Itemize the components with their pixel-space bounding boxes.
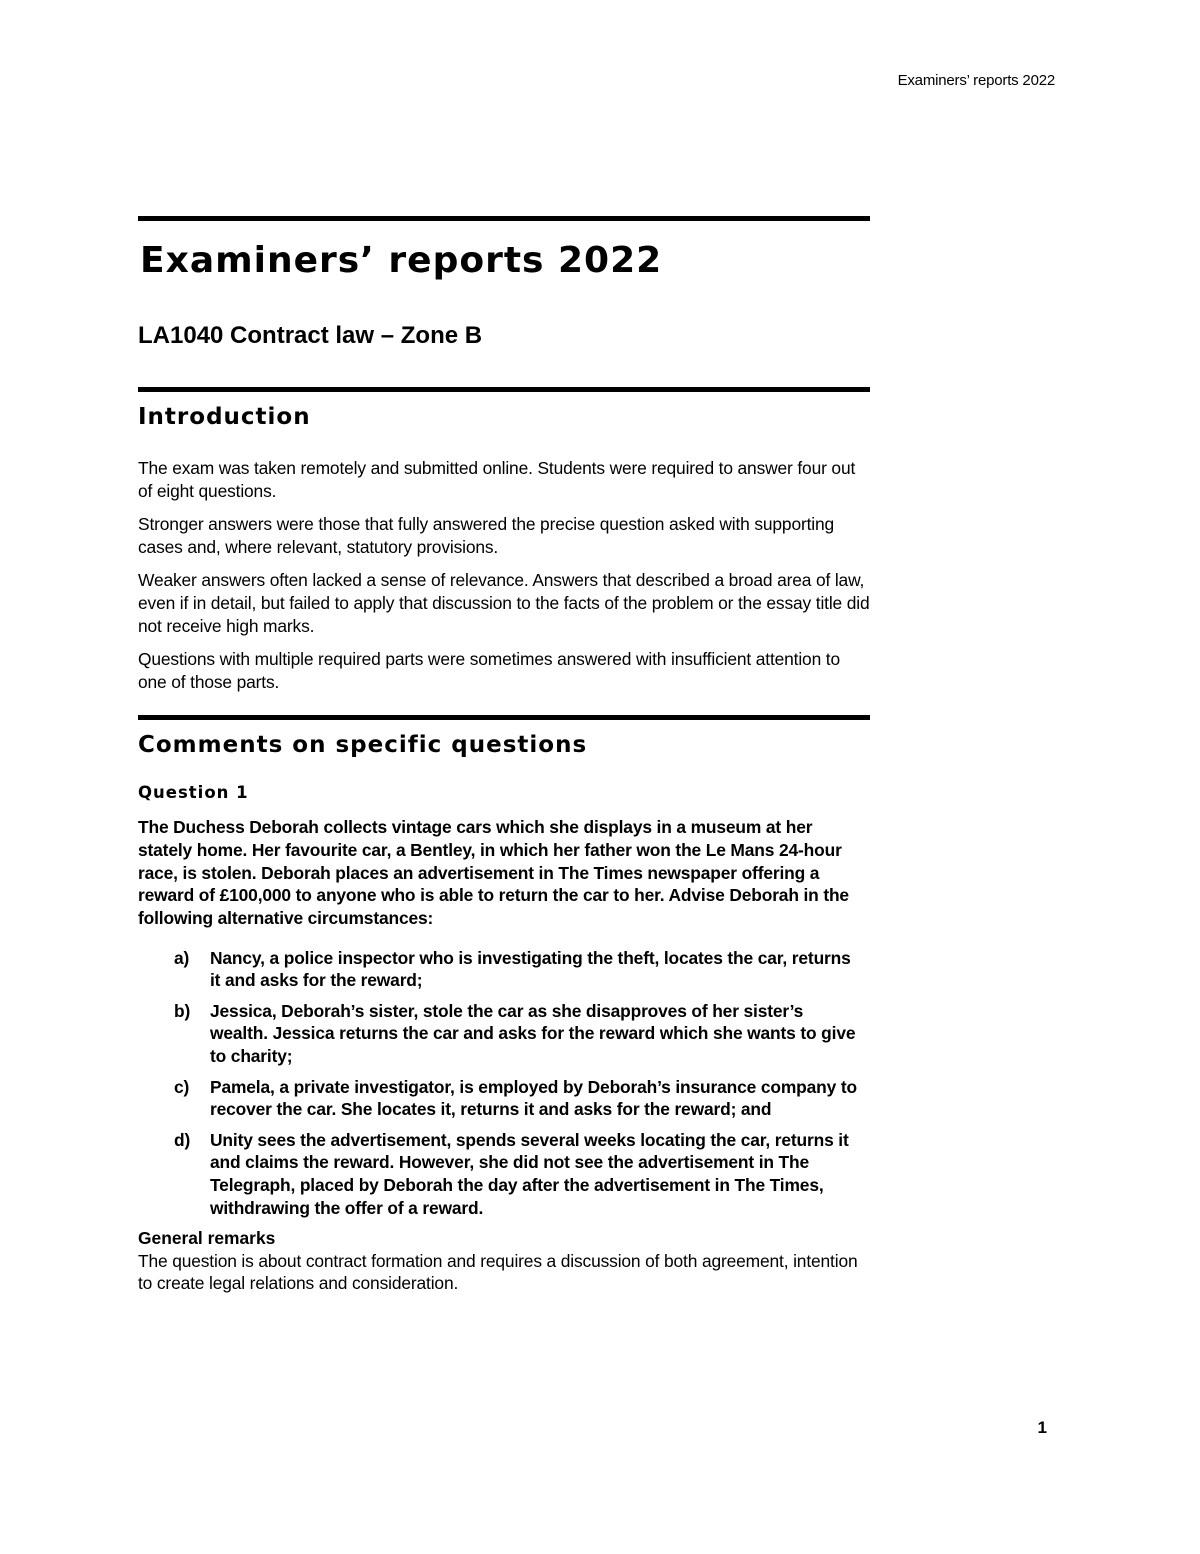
- section-rule-introduction: [138, 387, 870, 392]
- question-label: Question 1: [138, 783, 249, 803]
- top-rule: [138, 216, 870, 221]
- intro-paragraph: Questions with multiple required parts were sometimes answered with insufficient attention to one of those parts.: [138, 649, 840, 692]
- question-part-a: [138, 947, 870, 992]
- comments-heading: Comments on specific questions: [138, 732, 588, 759]
- part-text: Pamela, a private investigator, is employed by Deborah’s insurance company to recover the car. She locates it, returns it and asks for the reward; and: [210, 1076, 857, 1120]
- introduction-body: [138, 457, 870, 693]
- question-part-d: [138, 1129, 870, 1219]
- intro-paragraph: Weaker answers often lacked a sense of relevance. Answers that described a broad area of law, even if in detail, but failed to apply that discussion to the facts of the problem or the essay title did not receive high marks.: [138, 570, 870, 636]
- running-header: Examiners’ reports 2022: [897, 72, 1055, 89]
- course-subtitle: LA1040 Contract law – Zone B: [138, 322, 483, 349]
- intro-paragraph: Stronger answers were those that fully answered the precise question asked with supporting cases and, where relevant, statutory provisions.: [138, 514, 835, 557]
- page-title: Examiners’ reports 2022: [140, 240, 663, 281]
- general-remarks-text: The question is about contract formation and requires a discussion of both agreement, intention to create legal relations and consideration.: [138, 1250, 858, 1294]
- part-marker: d): [174, 1129, 191, 1150]
- part-marker: b): [174, 1000, 191, 1021]
- general-remarks-heading: General remarks: [138, 1228, 276, 1249]
- part-marker: a): [174, 947, 190, 968]
- part-text: Nancy, a police inspector who is investigating the theft, locates the car, returns it and asks for the reward;: [210, 947, 851, 991]
- question-text: The Duchess Deborah collects vintage cars which she displays in a museum at her stately home. Her favourite car, a Bentley, in which her father won the Le Mans 24-hour race, is stolen. Deborah places an advertisement in The Times newspaper offering a reward of £100,000 to anyone who is able to return the car to her. Advise Deborah in the following alternative circumstances:: [138, 817, 849, 928]
- question-part-b: [138, 1000, 870, 1068]
- section-rule-comments: [138, 715, 870, 720]
- question-parts-list: [138, 947, 870, 1220]
- question-part-c: [138, 1076, 870, 1121]
- intro-paragraph: The exam was taken remotely and submitted online. Students were required to answer four out of eight questions.: [138, 458, 856, 501]
- part-text: Unity sees the advertisement, spends several weeks locating the car, returns it and claims the reward. However, she did not see the advertisement in The Telegraph, placed by Deborah the day after the advertisement in The Times, withdrawing the offer of a reward.: [210, 1129, 849, 1218]
- part-text: Jessica, Deborah’s sister, stole the car as she disapproves of her sister’s wealth. Jessica returns the car and asks for the reward which she wants to give to charity;: [210, 1000, 856, 1067]
- page-content: [138, 216, 870, 1295]
- part-marker: c): [174, 1076, 190, 1097]
- page-number: 1: [1037, 1418, 1047, 1437]
- introduction-heading: Introduction: [138, 404, 311, 430]
